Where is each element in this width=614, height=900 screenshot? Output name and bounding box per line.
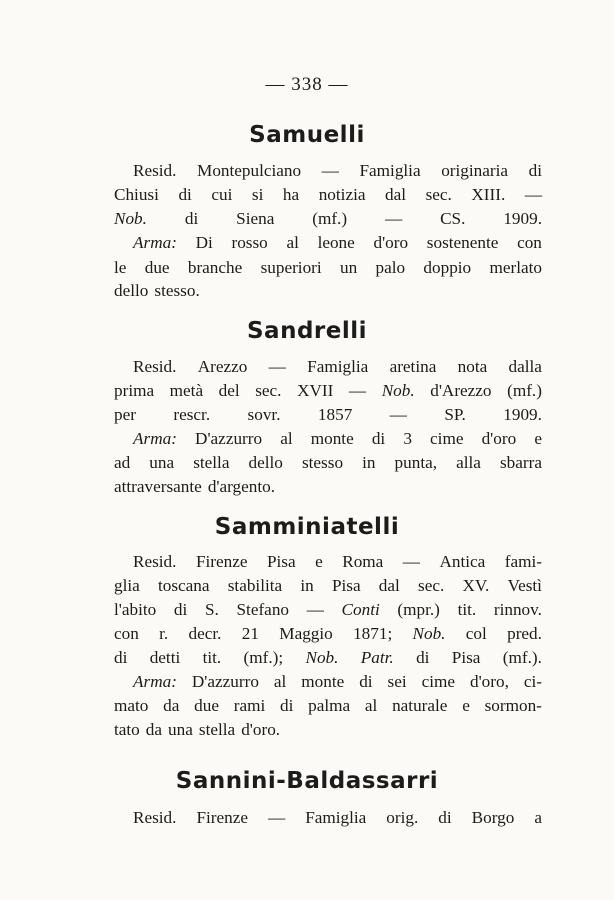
text-line (133, 806, 542, 830)
word: Chiusi (114, 185, 159, 204)
word: (mf.) (312, 209, 348, 228)
word: al (286, 233, 299, 252)
text-line (133, 231, 542, 255)
word: d'Arezzo (430, 381, 492, 400)
word: merlato (489, 258, 542, 277)
word: 1909. (503, 209, 542, 228)
word: a (534, 808, 542, 827)
word: XV. (462, 576, 490, 595)
word: — (321, 161, 339, 180)
word: sormon- (484, 696, 542, 715)
word: 1871; (353, 624, 393, 643)
word: per (114, 405, 136, 424)
word: Pisa (266, 552, 296, 571)
word: Maggio (279, 624, 333, 643)
word: d'oro (481, 429, 517, 448)
word: e (534, 429, 542, 448)
word: di (178, 185, 192, 204)
word: toscana (157, 576, 210, 595)
word: Famiglia (307, 357, 369, 376)
word: due (144, 258, 170, 277)
word: stesso (301, 453, 344, 472)
word: tato (114, 720, 140, 739)
text-line (114, 718, 542, 742)
word: — (402, 552, 420, 571)
word: stella (198, 720, 236, 739)
word: palma (308, 696, 351, 715)
word: decr. (188, 624, 222, 643)
word: di (280, 696, 294, 715)
text-line (114, 574, 542, 598)
entry-heading: Sandrelli (246, 318, 368, 344)
word: XVII (297, 381, 334, 400)
word: le (114, 258, 127, 277)
word: Arma: (133, 233, 177, 252)
word: Siena (236, 209, 275, 228)
word: notizia (318, 185, 366, 204)
word: dal (385, 185, 407, 204)
word: naturale (392, 696, 448, 715)
word: alla (456, 453, 481, 472)
word: monte (301, 672, 345, 691)
word: da (145, 720, 163, 739)
word: al (280, 429, 293, 448)
text-line (114, 622, 542, 646)
word: XIII. (471, 185, 506, 204)
word: in (362, 453, 376, 472)
word: stabilita (227, 576, 283, 595)
page-number: — 338 — (265, 74, 349, 95)
word: sec. (255, 381, 282, 400)
word: d'oro, (469, 672, 509, 691)
word: D'azzurro (195, 429, 263, 448)
word: Famiglia (359, 161, 421, 180)
word: (mpr.) (397, 600, 440, 619)
word: di (359, 672, 373, 691)
word: ci- (523, 672, 542, 691)
word: di (184, 209, 199, 228)
text-line (133, 670, 542, 694)
entry-heading: Samuelli (249, 122, 365, 148)
text-line (133, 550, 542, 574)
word: 1909. (503, 405, 542, 424)
word: Nob. (305, 648, 339, 667)
word: tit. (202, 648, 222, 667)
word: aretina (389, 357, 437, 376)
word: Firenze (195, 552, 248, 571)
word: ha (282, 185, 300, 204)
word: dal (378, 576, 400, 595)
word: sei (387, 672, 407, 691)
word: sbarra (499, 453, 542, 472)
word: stella (193, 453, 230, 472)
word: SP. (444, 405, 466, 424)
word: sostenente (426, 233, 499, 252)
word: sovr. (247, 405, 281, 424)
word: D'azzurro (191, 672, 259, 691)
word: pred. (507, 624, 542, 643)
word: Nob. (114, 209, 147, 228)
word: e (462, 696, 470, 715)
word: stesso. (154, 281, 200, 300)
text-line (114, 451, 542, 475)
word: punta, (394, 453, 438, 472)
word: Antica (439, 552, 486, 571)
word: cime (421, 672, 456, 691)
word: 1857 (317, 405, 353, 424)
text-line (133, 355, 542, 379)
word: metà (169, 381, 204, 400)
word: da (163, 696, 180, 715)
word: palo (375, 258, 406, 277)
word: prima (114, 381, 155, 400)
word: — (306, 600, 324, 619)
word: Roma (342, 552, 384, 571)
word: e (315, 552, 323, 571)
word: Resid. (133, 808, 177, 827)
word: — (389, 405, 407, 424)
text-line (114, 403, 542, 427)
word: Borgo (471, 808, 515, 827)
word: — (384, 209, 403, 228)
word: cime (430, 429, 464, 448)
word: d'argento. (207, 477, 276, 496)
word: orig. (386, 808, 419, 827)
word: Resid. (133, 357, 177, 376)
word: CS. (440, 209, 466, 228)
word: 3 (403, 429, 412, 448)
text-line (114, 646, 542, 670)
word: dello (248, 453, 283, 472)
text-line (114, 183, 542, 207)
word: doppio (423, 258, 472, 277)
word: si (251, 185, 264, 204)
word: Montepulciano (197, 161, 302, 180)
word: leone (317, 233, 355, 252)
word: cui (211, 185, 233, 204)
word: — (348, 381, 367, 400)
word: fami- (504, 552, 542, 571)
word: — (268, 357, 286, 376)
word: Arma: (133, 672, 177, 691)
word: con (114, 624, 139, 643)
word: al (273, 672, 287, 691)
word: sec. (425, 185, 452, 204)
word: Conti (341, 600, 380, 619)
word: attraversante (114, 477, 202, 496)
word: (mf.); (243, 648, 284, 667)
text-line (114, 694, 542, 718)
word: Di (195, 233, 213, 252)
word: mato (114, 696, 149, 715)
word: monte (310, 429, 354, 448)
word: dalla (508, 357, 542, 376)
word: Pisa (451, 648, 481, 667)
word: al (364, 696, 378, 715)
entry-heading: Samminiatelli (214, 514, 400, 540)
word: una (149, 453, 175, 472)
word: rami (233, 696, 266, 715)
text-line (133, 427, 542, 451)
word: (mf.) (507, 381, 542, 400)
word: rinnov. (493, 600, 542, 619)
word: Arma: (133, 429, 177, 448)
text-line (114, 475, 542, 499)
word: due (194, 696, 219, 715)
word: branche (187, 258, 243, 277)
word: S. (204, 600, 219, 619)
word: (mf.). (502, 648, 542, 667)
text-line (114, 598, 542, 622)
word: Pisa (331, 576, 361, 595)
word: Resid. (133, 552, 177, 571)
word: Nob. (412, 624, 446, 643)
word: Famiglia (305, 808, 367, 827)
text-line (133, 159, 542, 183)
word: di (438, 808, 452, 827)
word: — (524, 185, 542, 204)
word: rosso (231, 233, 268, 252)
word: di (371, 429, 386, 448)
word: nota (457, 357, 488, 376)
word: Nob. (381, 381, 415, 400)
word: Firenze (196, 808, 248, 827)
word: Patr. (360, 648, 394, 667)
word: rescr. (173, 405, 211, 424)
word: r. (159, 624, 169, 643)
word: Vestì (507, 576, 542, 595)
word: di (528, 161, 542, 180)
text-line (114, 207, 542, 231)
text-line (114, 279, 542, 303)
word: dello (114, 281, 149, 300)
word: superiori (260, 258, 322, 277)
word: con (517, 233, 542, 252)
word: glia (114, 576, 140, 595)
word: Stefano (236, 600, 290, 619)
word: di (416, 648, 430, 667)
word: d'oro (373, 233, 409, 252)
word: di (114, 648, 128, 667)
text-line (114, 256, 542, 280)
word: Resid. (133, 161, 177, 180)
word: d'oro. (241, 720, 281, 739)
word: una (168, 720, 193, 739)
word: del (218, 381, 240, 400)
entry-heading: Sannini-Baldassarri (175, 768, 439, 794)
word: di (173, 600, 188, 619)
word: un (340, 258, 358, 277)
text-line (114, 379, 542, 403)
word: 21 (241, 624, 259, 643)
word: tit. (457, 600, 477, 619)
word: col (465, 624, 487, 643)
word: sec. (418, 576, 445, 595)
word: Arezzo (197, 357, 248, 376)
word: in (300, 576, 314, 595)
word: l'abito (114, 600, 157, 619)
word: ad (114, 453, 131, 472)
word: originaria (441, 161, 508, 180)
word: — (268, 808, 286, 827)
word: detti (149, 648, 181, 667)
